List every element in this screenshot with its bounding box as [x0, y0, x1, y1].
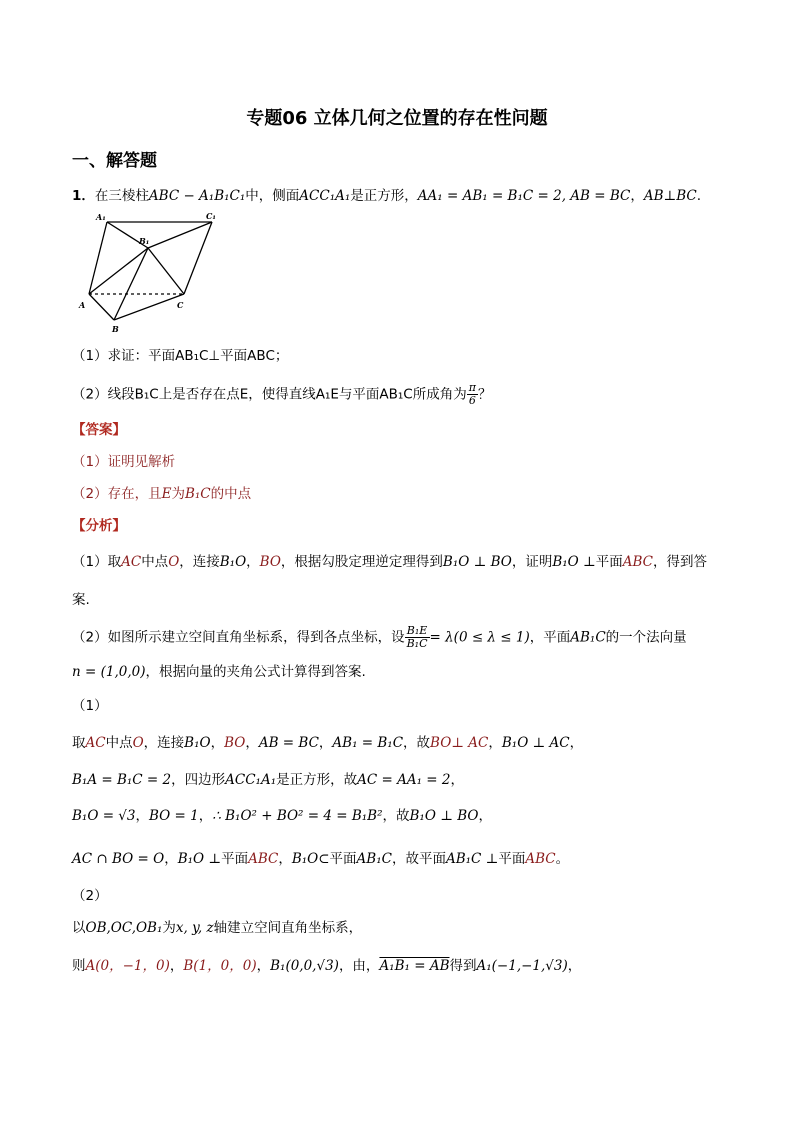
solution-2-tag: （2） — [72, 888, 108, 904]
solution-2-line-1: 以OB,OC,OB₁为x, y, z轴建立空间直角坐标系， — [72, 920, 363, 936]
analysis-tag: 【分析】 — [72, 518, 126, 534]
label-a1: A₁ — [96, 212, 106, 222]
solution-1-line-2: B₁A = B₁C = 2，四边形ACC₁A₁是正方形，故AC = AA₁ = 2， — [72, 772, 464, 788]
solution-1-tag: （1） — [72, 698, 108, 714]
answer-2: （2）存在，且E为B₁C的中点 — [72, 486, 252, 502]
page-title: 专题06 立体几何之位置的存在性问题 — [246, 108, 548, 129]
ratio-fraction: $\frac{\text{B₁E}}{\text{B₁C}}$ — [406, 624, 428, 650]
edge-b1a — [89, 248, 148, 294]
problem-stem: 1．在三棱柱ABC − A₁B₁C₁中，侧面ACC₁A₁是正方形，AA₁ = AB₁ = B₁C = 2, AB = BC，AB⊥BC. — [72, 188, 702, 204]
label-c1: C₁ — [206, 211, 216, 221]
solution-2-line-2: 则A(0，−1，0)，B(1，0，0)，B₁(0,0,√3)，由，A₁B₁ = AB得到A₁(−1,−1,√3)， — [72, 958, 582, 974]
analysis-1-wrap: 案. — [72, 592, 90, 608]
problem-number: 1． — [72, 188, 95, 204]
edge-a1a — [89, 222, 107, 294]
pi-over-6: $\frac{\pi}{6}$ — [468, 381, 476, 407]
analysis-2: （2）如图所示建立空间直角坐标系，得到各点坐标，设 $\frac{\text{B₁E}}{\text{B₁C}}$ = λ(0 ≤ λ ≤ 1)，平面AB₁C的一个法向量 — [72, 624, 687, 650]
solution-1-line-3: B₁O = √3，BO = 1，∴ B₁O² + BO² = 4 = B₁B²，故B₁O ⊥ BO， — [72, 808, 492, 824]
question-2: （2）线段B₁C上是否存在点E，使得直线A₁E与平面AB₁C所成角为 $\frac{\pi}{6}$ ？ — [72, 381, 492, 407]
label-a: A — [79, 300, 86, 310]
analysis-2-wrap: n = (1,0,0)，根据向量的夹角公式计算得到答案. — [72, 664, 366, 680]
edge-c1c — [184, 222, 212, 294]
label-b: B — [112, 324, 119, 334]
prism-figure — [76, 210, 226, 338]
edge-b1c — [148, 248, 184, 294]
edge-ab — [89, 294, 114, 320]
answer-tag: 【答案】 — [72, 422, 126, 438]
analysis-1: （1）取AC中点O，连接B₁O，BO，根据勾股定理逆定理得到B₁O ⊥ BO，证明B₁O ⊥平面ABC，得到答 — [72, 554, 707, 570]
answer-1: （1）证明见解析 — [72, 454, 176, 470]
edge-c1b1 — [148, 222, 212, 248]
solution-1-line-4: AC ∩ BO = O，B₁O ⊥平面ABC，B₁O⊂平面AB₁C，故平面AB₁C ⊥平面ABC。 — [72, 851, 570, 867]
section-heading: 一、解答题 — [72, 151, 157, 171]
question-1: （1）求证：平面AB₁C⊥平面ABC； — [72, 348, 289, 364]
label-c: C — [177, 300, 184, 310]
label-b1: B₁ — [139, 236, 150, 246]
solution-1-line-1: 取AC中点O，连接B₁O，BO，AB = BC，AB₁ = B₁C，故BO⊥ AC，B₁O ⊥ AC， — [72, 735, 584, 751]
